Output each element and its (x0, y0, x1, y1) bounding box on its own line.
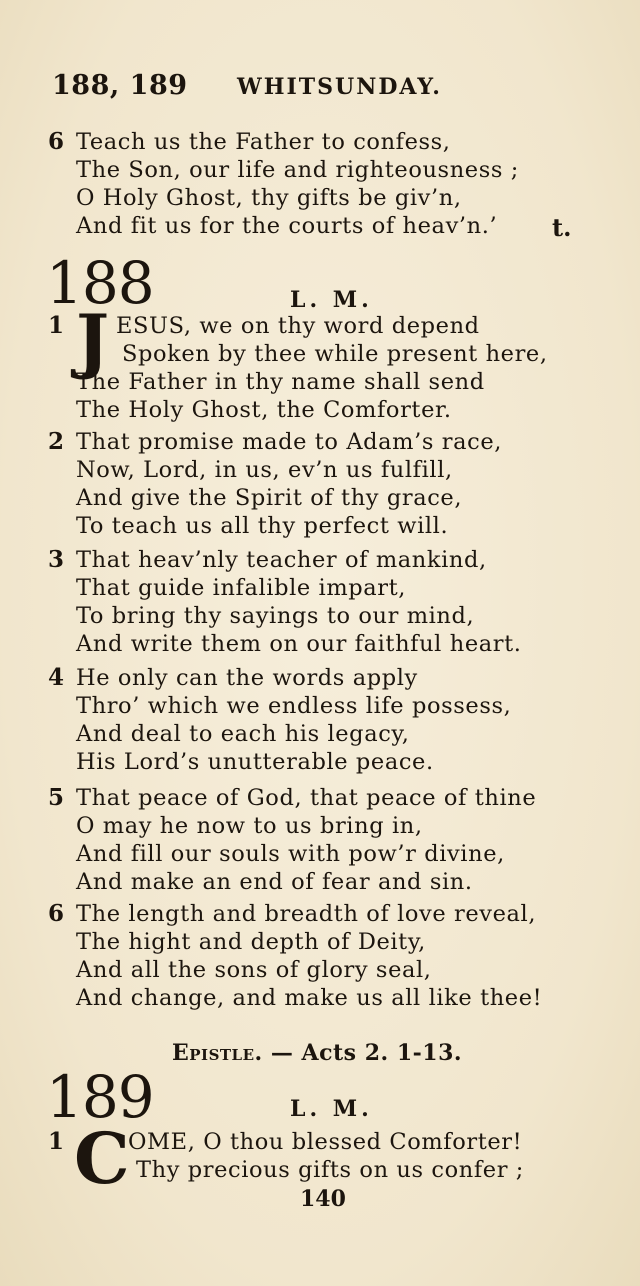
verse-line: The Father in thy name shall send (76, 369, 485, 395)
epistle-reference: Acts 2. 1-13. (301, 1040, 463, 1066)
verse-line: Spoken by thee while present here, (122, 341, 548, 367)
drop-cap: C (74, 1117, 130, 1200)
verse-line: O Holy Ghost, thy gifts be giv’n, (76, 185, 462, 211)
hymn188-verse-6 (48, 900, 608, 1012)
verse-number: 1 (48, 1128, 65, 1155)
verse-line: Now, Lord, in us, ev’n us fulfill, (76, 457, 453, 483)
hymn188-verse-2 (48, 428, 608, 540)
verse-number: 4 (48, 664, 65, 691)
verse-line: He only can the words apply (76, 665, 418, 691)
verse-number: 2 (48, 428, 65, 455)
header-hymn-numbers: 188, 189 (52, 70, 188, 101)
verse-line: To teach us all thy perfect will. (76, 513, 449, 539)
verse-number: 5 (48, 784, 65, 811)
drop-cap: J (76, 299, 110, 382)
verse-line: That guide infalible impart, (76, 575, 407, 601)
verse-line: O may he now to us bring in, (76, 813, 423, 839)
verse-line: That heav’nly teacher of mankind, (76, 547, 487, 573)
verse-line: Thro’ which we endless life possess, (76, 693, 512, 719)
page-number: 140 (300, 1186, 346, 1212)
verse-line: And deal to each his legacy, (76, 721, 410, 747)
header-title: WHITSUNDAY. (237, 74, 442, 100)
verse-line: And fill our souls with pow’r divine, (76, 841, 505, 867)
verse-number: 6 (48, 900, 65, 927)
hymn-meter-188: L. M. (290, 287, 373, 313)
verse-line: And give the Spirit of thy grace, (76, 485, 463, 511)
verse-line: Teach us the Father to confess, (76, 129, 451, 155)
verse-line: The Son, our life and righteousness ; (76, 157, 519, 183)
hymn-number-188: 188 (46, 249, 154, 317)
running-header (52, 70, 592, 110)
verse-line: Thy precious gifts on us confer ; (136, 1157, 524, 1183)
verse-line: The hight and depth of Deity, (76, 929, 426, 955)
hymn-number-189: 189 (46, 1063, 154, 1131)
hymn188-verse-3 (48, 546, 608, 658)
verse-number: 6 (48, 128, 65, 155)
intro-verse (48, 128, 608, 240)
hymn-meter-189: L. M. (290, 1096, 373, 1122)
verse-line: That peace of God, that peace of thine (76, 785, 537, 811)
epistle-heading (172, 1040, 462, 1066)
verse-line: And all the sons of glory seal, (76, 957, 432, 983)
verse-line: To bring thy sayings to our mind, (76, 603, 475, 629)
verse-line: The length and breadth of love reveal, (76, 901, 537, 927)
verse-number: 1 (48, 312, 65, 339)
verse-line: And make an end of fear and sin. (76, 869, 473, 895)
margin-mark: t. (552, 213, 572, 242)
verse-line: And change, and make us all like thee! (76, 985, 543, 1011)
epistle-dash: — (262, 1040, 302, 1066)
verse-line: OME, O thou blessed Comforter! (128, 1129, 523, 1155)
verse-line: The Holy Ghost, the Comforter. (76, 397, 452, 423)
verse-line: And write them on our faithful heart. (76, 631, 522, 657)
verse-line: His Lord’s unutterable peace. (76, 749, 434, 775)
verse-line: And fit us for the courts of heav’n.’ (76, 213, 498, 239)
hymn188-verse-5 (48, 784, 608, 896)
verse-line: ESUS, we on thy word depend (116, 313, 480, 339)
hymn188-verse-4 (48, 664, 608, 776)
verse-line: That promise made to Adam’s race, (76, 429, 503, 455)
verse-number: 3 (48, 546, 65, 573)
epistle-label: Epistle. (172, 1040, 263, 1066)
